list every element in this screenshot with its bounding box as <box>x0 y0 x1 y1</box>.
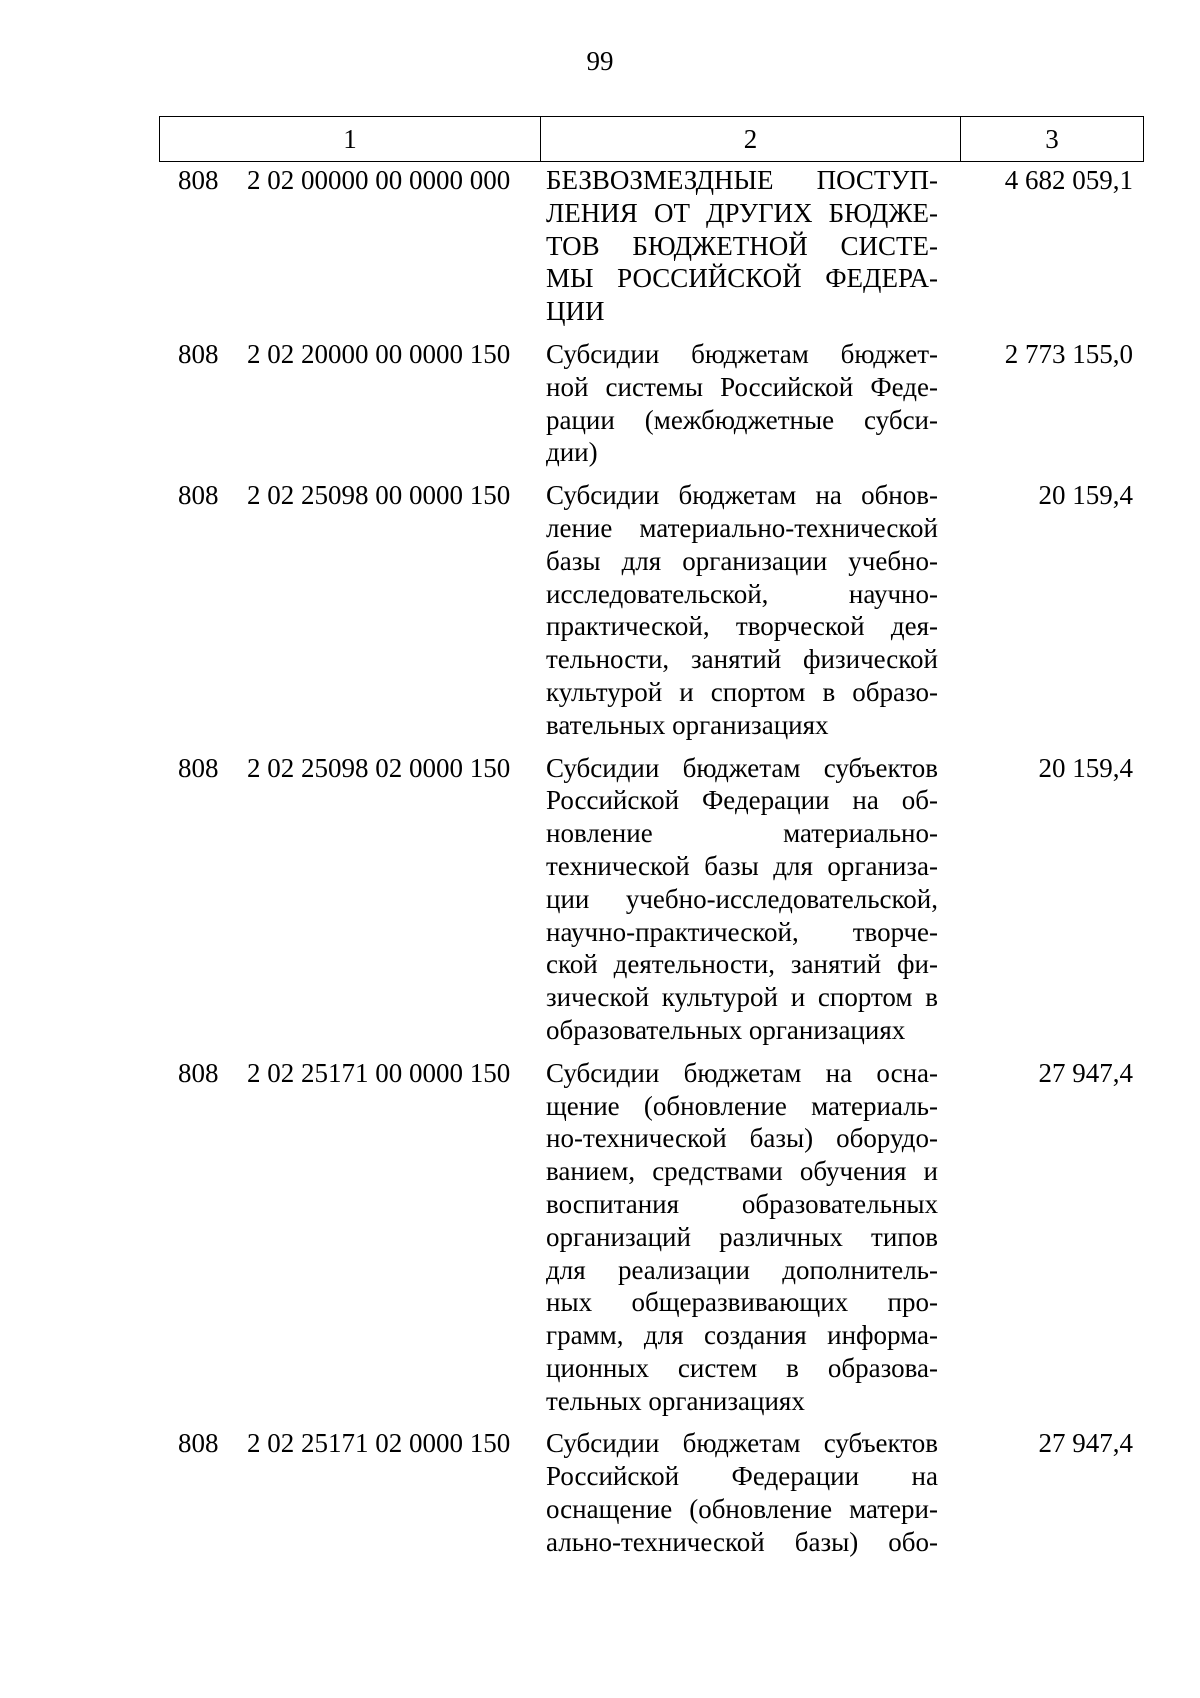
income-name-line: ТОВ БЮДЖЕТНОЙ СИСТЕ- <box>546 230 938 261</box>
income-name-line: ЛЕНИЯ ОТ ДРУГИХ БЮДЖЕ- <box>546 197 938 228</box>
income-name-line: базы для организации учебно- <box>546 545 938 576</box>
income-name-line: Российской Федерации на <box>546 1461 938 1492</box>
column-header-row <box>160 117 1144 162</box>
income-name <box>546 752 938 1047</box>
income-name-line: дии) <box>546 437 598 468</box>
income-name <box>546 1057 938 1418</box>
column-header-1: 1 <box>160 117 541 162</box>
budget-rows <box>159 164 1143 1569</box>
admin-code: 808 <box>178 338 219 369</box>
income-name-line: Субсидии бюджетам на обнов- <box>546 480 938 511</box>
income-name-line: тельных организациях <box>546 1385 805 1416</box>
income-name-line: рации (межбюджетные субси- <box>546 404 938 435</box>
income-name-line: ной системы Российской Феде- <box>546 371 938 402</box>
amount: 2 773 155,0 <box>1004 338 1133 369</box>
income-name-line: научно-практической, творче- <box>546 916 938 947</box>
table-row <box>159 164 1143 328</box>
amount: 27 947,4 <box>1038 1428 1133 1459</box>
income-name-line: Российской Федерации на об- <box>546 785 938 816</box>
table-row <box>159 752 1143 1047</box>
income-name <box>546 338 938 469</box>
income-name-line: образовательных организациях <box>546 1014 906 1045</box>
budget-classification-code: 2 02 25171 00 0000 150 <box>247 1057 511 1088</box>
income-name-line: ции учебно-исследовательской, <box>546 883 938 914</box>
income-name-line: организаций различных типов <box>546 1221 938 1252</box>
income-name-line: воспитания образовательных <box>546 1188 938 1219</box>
income-name-line: оснащение (обновление матери- <box>546 1494 938 1525</box>
column-header-3: 3 <box>961 117 1144 162</box>
income-name-line: ционных систем в образова- <box>546 1352 938 1383</box>
income-name-line: ской деятельности, занятий фи- <box>546 949 938 980</box>
income-name-line: ально-технической базы) обо- <box>546 1526 938 1557</box>
income-name-line: для реализации дополнитель- <box>546 1254 938 1285</box>
amount: 20 159,4 <box>1038 480 1133 511</box>
budget-classification-code: 2 02 25098 00 0000 150 <box>247 480 511 511</box>
amount: 27 947,4 <box>1038 1057 1133 1088</box>
income-name <box>546 164 938 328</box>
income-name-line: Субсидии бюджетам субъектов <box>546 1428 938 1459</box>
income-name-line: ЦИИ <box>546 296 605 327</box>
income-name-line: ление материально-технической <box>546 512 938 543</box>
budget-classification-code: 2 02 25098 02 0000 150 <box>247 752 511 783</box>
income-name <box>546 479 938 741</box>
income-name-line: щение (обновление материаль- <box>546 1090 938 1121</box>
budget-classification-code: 2 02 00000 00 0000 000 <box>247 165 511 195</box>
table-row <box>159 1057 1143 1418</box>
admin-code: 808 <box>178 480 219 511</box>
admin-code: 808 <box>178 1057 219 1088</box>
income-name-line: ванием, средствами обучения и <box>546 1156 938 1187</box>
income-name-line: исследовательской, научно- <box>546 578 938 609</box>
table-row <box>159 479 1143 741</box>
income-name-line: МЫ РОССИЙСКОЙ ФЕДЕРА- <box>546 263 938 294</box>
budget-classification-code: 2 02 20000 00 0000 150 <box>247 338 511 369</box>
income-name-line: технической базы для организа- <box>546 850 938 881</box>
income-name-line: зической культурой и спортом в <box>546 982 938 1013</box>
income-name-line: культурой и спортом в образо- <box>546 676 938 707</box>
column-header-2: 2 <box>541 117 961 162</box>
income-name-line: Субсидии бюджетам на осна- <box>546 1057 938 1088</box>
income-name-line: но-технической базы) оборудо- <box>546 1123 938 1154</box>
income-name <box>546 1427 938 1558</box>
income-name-line: БЕЗВОЗМЕЗДНЫЕ ПОСТУП- <box>546 165 938 195</box>
page-number: 99 <box>586 46 614 76</box>
income-name-line: Субсидии бюджетам субъектов <box>546 752 938 783</box>
income-name-line: Субсидии бюджетам бюджет- <box>546 338 938 369</box>
column-header-table <box>159 116 1144 162</box>
table-row <box>159 338 1143 469</box>
budget-classification-code: 2 02 25171 02 0000 150 <box>247 1428 511 1459</box>
income-name-line: вательных организациях <box>546 709 829 740</box>
admin-code: 808 <box>178 1428 219 1459</box>
admin-code: 808 <box>178 165 219 195</box>
table-row <box>159 1427 1143 1558</box>
income-name-line: ных общеразвивающих про- <box>546 1287 938 1318</box>
income-name-line: практической, творческой дея- <box>546 611 938 642</box>
income-name-line: новление материально- <box>546 818 938 849</box>
amount: 4 682 059,1 <box>1004 165 1133 195</box>
amount: 20 159,4 <box>1038 752 1133 783</box>
income-name-line: грамм, для создания информа- <box>546 1320 938 1351</box>
income-name-line: тельности, занятий физической <box>546 644 938 675</box>
admin-code: 808 <box>178 752 219 783</box>
